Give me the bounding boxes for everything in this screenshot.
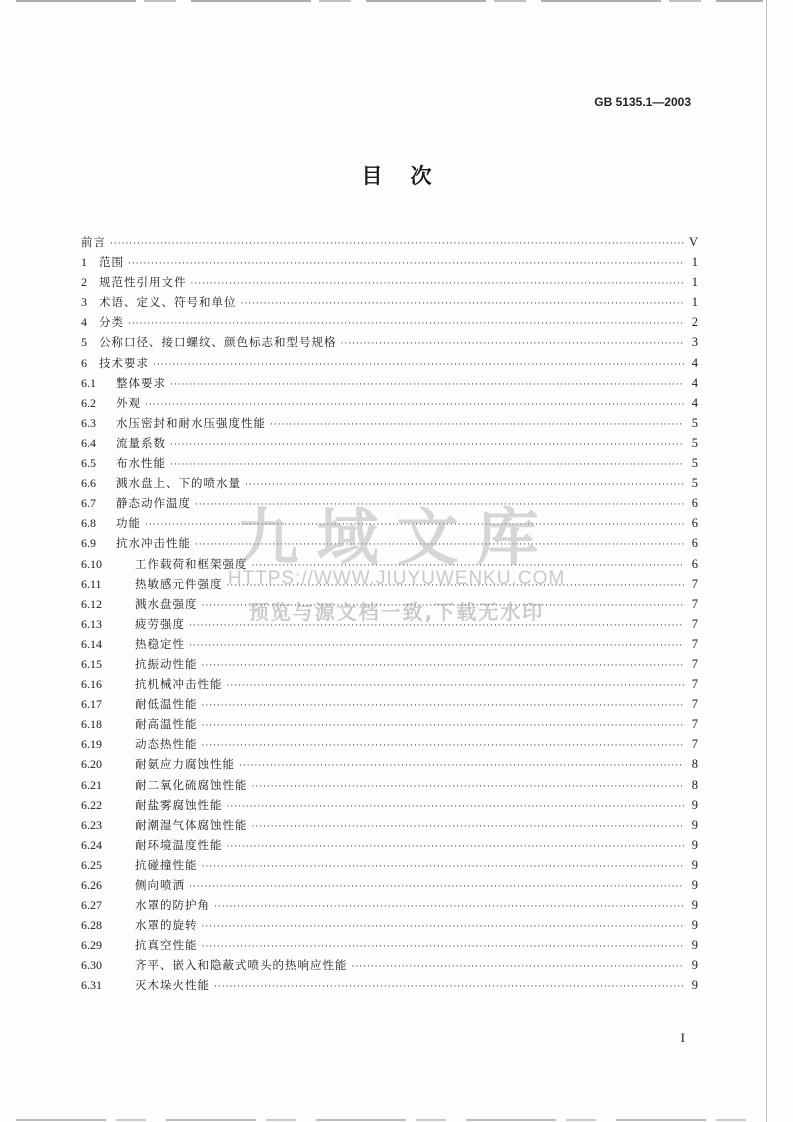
toc-entry-title: 布水性能	[116, 456, 166, 471]
toc-entry-number: 6.3	[81, 415, 96, 430]
toc-entry[interactable]	[81, 513, 698, 533]
toc-entry-number: 6.29	[81, 938, 102, 953]
toc-entry-number: 4	[81, 315, 87, 330]
toc-leader-dots	[189, 616, 684, 636]
toc-entry[interactable]	[81, 413, 698, 433]
toc-entry[interactable]	[81, 935, 698, 955]
toc-entry[interactable]	[81, 353, 698, 373]
toc-entry-title: 齐平、嵌入和隐蔽式喷头的热响应性能	[135, 958, 348, 973]
toc-leader-dots	[214, 977, 684, 997]
toc-entry-number: 6.15	[81, 656, 102, 671]
toc-entry-page: 1	[691, 275, 698, 290]
toc-entry-title: 侧向喷洒	[135, 878, 185, 892]
toc-leader-dots	[202, 937, 685, 957]
toc-entry-number: 1	[81, 255, 87, 270]
toc-entry[interactable]	[81, 312, 698, 332]
toc-entry-page: 6	[691, 536, 698, 551]
toc-leader-dots	[352, 957, 685, 977]
toc-leader-dots	[191, 274, 685, 294]
toc-entry-number: 6.1	[81, 375, 96, 390]
toc-entry-page: 9	[691, 938, 698, 953]
toc-entry-title: 水罩的旋转	[135, 918, 198, 933]
toc-entry-page: 4	[691, 395, 698, 410]
toc-entry-title: 耐二氧化硫腐蚀性能	[135, 777, 248, 792]
toc-entry-title: 耐盐雾腐蚀性能	[135, 797, 223, 812]
toc-leader-dots	[202, 656, 685, 676]
toc-entry-number: 6.23	[81, 817, 102, 832]
toc-entry-page: 4	[691, 355, 698, 370]
toc-entry-title: 静态动作温度	[116, 496, 191, 511]
toc-leader-dots	[252, 817, 685, 837]
toc-entry-title: 术语、定义、符号和单位	[99, 295, 237, 310]
toc-entry[interactable]	[81, 473, 698, 493]
toc-entry-page: 8	[691, 777, 698, 792]
toc-entry-number: 6.18	[81, 717, 102, 732]
toc-leader-dots	[252, 556, 685, 576]
toc-entry[interactable]	[81, 775, 698, 795]
toc-entry[interactable]	[81, 252, 698, 272]
toc-entry-page: 1	[691, 295, 698, 310]
toc-leader-dots	[153, 355, 684, 375]
toc-entry-page: 7	[691, 576, 698, 591]
toc-entry[interactable]	[81, 955, 698, 975]
toc-leader-dots	[189, 877, 684, 897]
toc-entry-page: 5	[691, 435, 698, 450]
toc-entry-title: 耐潮湿气体腐蚀性能	[135, 817, 248, 832]
toc-entry[interactable]	[81, 714, 698, 734]
toc-entry-page: 9	[691, 857, 698, 872]
scan-edge-top	[16, 0, 763, 2]
toc-entry-page: 9	[691, 958, 698, 973]
toc-entry-title: 溅水盘上、下的喷水量	[116, 476, 241, 491]
toc-entry-title: 技术要求	[99, 355, 149, 370]
toc-entry[interactable]	[81, 855, 698, 875]
toc-entry-page: 9	[691, 797, 698, 812]
toc-entry-title: 前言	[81, 235, 106, 249]
toc-leader-dots	[252, 777, 685, 797]
toc-entry-page: 5	[691, 415, 698, 430]
toc-entry-number: 6.9	[81, 536, 96, 551]
toc-entry-page: 6	[691, 556, 698, 571]
toc-leader-dots	[245, 475, 684, 495]
toc-entry-page: 5	[691, 476, 698, 491]
toc-entry-title: 耐氨应力腐蚀性能	[135, 757, 235, 772]
toc-entry-page: 5	[691, 456, 698, 471]
toc-entry-number: 5	[81, 335, 87, 350]
toc-leader-dots	[270, 415, 684, 435]
toc-entry-number: 6.12	[81, 596, 102, 611]
toc-entry-page: 9	[691, 837, 698, 852]
toc-entry-page: 7	[691, 596, 698, 611]
toc-entry-title: 规范性引用文件	[99, 275, 187, 290]
toc-entry-title: 耐低温性能	[135, 697, 198, 712]
toc-entry-title: 范围	[99, 255, 124, 270]
toc-entry-number: 6.11	[81, 576, 102, 591]
toc-entry[interactable]	[81, 734, 698, 754]
toc-leader-dots	[128, 254, 684, 274]
toc-entry-title: 工作载荷和框架强度	[135, 556, 248, 571]
toc-entry[interactable]	[81, 895, 698, 915]
toc-leader-dots	[145, 515, 684, 535]
toc-entry-number: 6.26	[81, 878, 102, 892]
toc-entry-number: 6.17	[81, 697, 102, 712]
toc-entry-number: 6.24	[81, 837, 102, 852]
toc-entry-title: 抗振动性能	[135, 656, 198, 671]
toc-entry-title: 耐高温性能	[135, 717, 198, 732]
toc-leader-dots	[145, 395, 684, 415]
toc-entry[interactable]	[81, 634, 698, 654]
toc-entry-number: 6.5	[81, 456, 96, 471]
toc-entry-page: 9	[691, 817, 698, 832]
page-title: 目次	[361, 164, 460, 188]
toc-entry-title: 功能	[116, 516, 141, 531]
toc-leader-dots	[195, 495, 684, 515]
toc-entry-title: 公称口径、接口螺纹、颜色标志和型号规格	[99, 335, 337, 350]
watermark-logo-text: 九域文库	[236, 501, 557, 574]
toc-entry-title: 抗碰撞性能	[135, 857, 198, 872]
toc-entry-number: 3	[81, 295, 87, 310]
toc-entry[interactable]	[81, 835, 698, 855]
toc-entry-number: 6.21	[81, 777, 102, 792]
toc-leader-dots	[170, 455, 684, 475]
toc-entry[interactable]	[81, 433, 698, 453]
page-number: I	[680, 1030, 685, 1045]
toc-entry-title: 水压密封和耐水压强度性能	[116, 415, 266, 430]
toc-entry-title: 抗水冲击性能	[116, 536, 191, 551]
toc-entry-page: 4	[691, 375, 698, 390]
toc-entry-number: 6.2	[81, 395, 96, 410]
toc-leader-dots	[195, 535, 684, 555]
toc-entry-number: 6.28	[81, 918, 102, 933]
toc-entry[interactable]	[81, 694, 698, 714]
toc-leader-dots	[202, 716, 685, 736]
toc-entry-page: 7	[691, 616, 698, 631]
toc-leader-dots	[128, 314, 684, 334]
toc-entry-number: 6.16	[81, 677, 102, 692]
toc-entry-page: 6	[691, 516, 698, 531]
toc-entry-title: 分类	[99, 315, 124, 330]
toc-entry-number: 2	[81, 275, 87, 290]
watermark-notice: 预览与源文档一致,下载无水印	[248, 600, 545, 624]
toc-entry-title: 溅水盘强度	[135, 596, 198, 611]
toc-entry-number: 6.30	[81, 958, 102, 973]
toc-entry-page: 9	[691, 898, 698, 913]
toc-leader-dots	[227, 837, 685, 857]
toc-leader-dots	[227, 676, 685, 696]
toc-entry-page: 7	[691, 737, 698, 752]
toc-entry[interactable]	[81, 674, 698, 694]
toc-leader-dots	[202, 857, 685, 877]
toc-leader-dots	[227, 576, 685, 596]
toc-entry-number: 6.13	[81, 616, 102, 631]
toc-entry[interactable]	[81, 614, 698, 634]
toc-entry[interactable]	[81, 915, 698, 935]
toc-entry-title: 动态热性能	[135, 737, 198, 752]
toc-entry-title: 疲劳强度	[135, 616, 185, 631]
toc-entry-number: 6.6	[81, 476, 96, 491]
toc-entry[interactable]	[81, 272, 698, 292]
toc-entry-number: 6.25	[81, 857, 102, 872]
toc-entry-page: 7	[691, 717, 698, 732]
toc-entry-title: 抗机械冲击性能	[135, 677, 223, 692]
toc-entry[interactable]	[81, 393, 698, 413]
toc-leader-dots	[239, 756, 684, 776]
toc-entry[interactable]	[81, 292, 698, 312]
toc-entry[interactable]	[81, 554, 698, 574]
toc-entry-page: 2	[691, 315, 698, 330]
toc-entry-number: 6.19	[81, 737, 102, 752]
toc-entry-page: 9	[691, 918, 698, 933]
toc-entry[interactable]	[81, 875, 698, 895]
toc-entry[interactable]	[81, 594, 698, 614]
toc-entry-page: 3	[691, 335, 698, 350]
toc-entry-number: 6.4	[81, 435, 96, 450]
toc-entry[interactable]	[81, 493, 698, 513]
toc-entry[interactable]	[81, 533, 698, 553]
toc-entry[interactable]	[81, 815, 698, 835]
toc-entry-number: 6.27	[81, 898, 102, 913]
toc-entry[interactable]	[81, 453, 698, 473]
toc-entry-number: 6.31	[81, 978, 102, 993]
scan-edge-bottom	[16, 1119, 763, 1121]
toc-entry-page: 9	[691, 978, 698, 993]
toc-leader-dots	[202, 696, 685, 716]
toc-entry-number: 6.22	[81, 797, 102, 812]
toc-entry-title: 灭木垛火性能	[135, 978, 210, 993]
document-code: GB 5135.1—2003	[594, 95, 691, 109]
watermark-url: HTTPS://WWW.JIUYUWENKU.COM	[227, 568, 566, 589]
toc-entry-title: 流量系数	[116, 435, 166, 450]
toc-leader-dots	[170, 375, 684, 395]
toc-leader-dots	[189, 636, 684, 656]
toc-entry-page: 7	[691, 656, 698, 671]
toc-entry-page: 9	[691, 878, 698, 892]
toc-entry-page: V	[688, 235, 698, 249]
table-of-contents	[81, 232, 698, 996]
toc-entry-page: 8	[691, 757, 698, 772]
toc-entry-number: 6.7	[81, 496, 96, 511]
toc-entry-title: 耐环境温度性能	[135, 837, 223, 852]
toc-entry-page: 7	[691, 697, 698, 712]
toc-leader-dots	[202, 917, 685, 937]
toc-entry-title: 抗真空性能	[135, 938, 198, 953]
toc-entry-title: 热稳定性	[135, 636, 185, 651]
toc-entry[interactable]	[81, 373, 698, 393]
toc-entry-page: 6	[691, 496, 698, 511]
toc-entry-page: 7	[691, 677, 698, 692]
toc-entry[interactable]	[81, 754, 698, 774]
toc-entry[interactable]	[81, 654, 698, 674]
toc-leader-dots	[214, 897, 684, 917]
toc-leader-dots	[227, 797, 685, 817]
toc-leader-dots	[202, 736, 685, 756]
toc-leader-dots	[202, 596, 685, 616]
toc-entry-number: 6.14	[81, 636, 102, 651]
toc-leader-dots	[341, 334, 685, 354]
toc-entry[interactable]	[81, 574, 698, 594]
toc-entry-number: 6.8	[81, 516, 96, 531]
toc-entry-number: 6	[81, 355, 87, 370]
toc-entry[interactable]	[81, 332, 698, 352]
toc-entry-number: 6.10	[81, 556, 102, 571]
toc-entry[interactable]	[81, 232, 698, 252]
toc-entry-title: 热敏感元件强度	[135, 576, 223, 591]
toc-leader-dots	[241, 294, 685, 314]
toc-entry[interactable]	[81, 795, 698, 815]
toc-entry-page: 7	[691, 636, 698, 651]
toc-leader-dots	[170, 435, 684, 455]
toc-entry-page: 1	[691, 255, 698, 270]
toc-leader-dots	[110, 234, 684, 254]
toc-entry-number: 6.20	[81, 757, 102, 772]
toc-entry-title: 水罩的防护角	[135, 898, 210, 913]
toc-entry-title: 整体要求	[116, 375, 166, 390]
toc-entry[interactable]	[81, 975, 698, 995]
toc-entry-title: 外观	[116, 395, 141, 410]
